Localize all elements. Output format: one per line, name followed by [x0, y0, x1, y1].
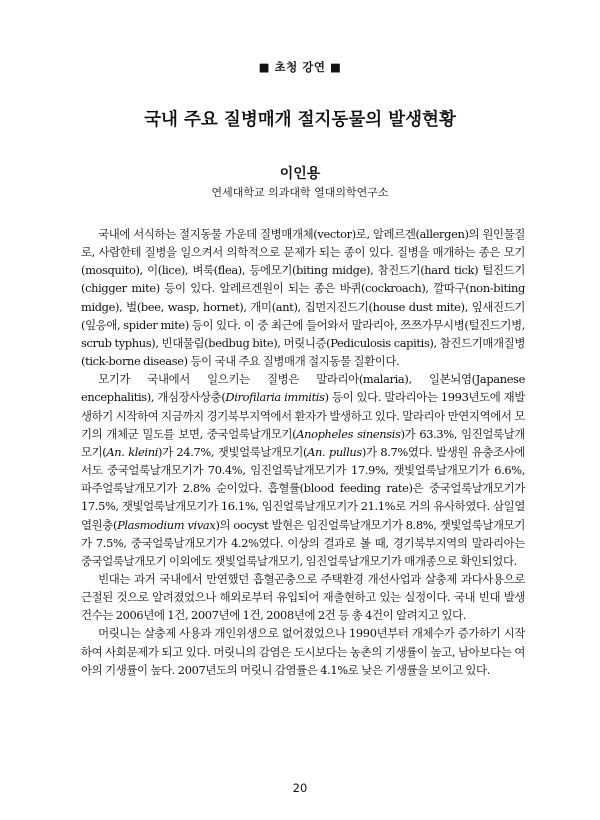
section-tag: ■ 초청 강연 ■	[258, 60, 342, 74]
body-paragraph: 빈대는 과거 국내에서 만연했던 흡혈곤충으로 주택환경 개선사업과 살충제 과다사용으로 근절된 것으로 알려졌었으나 해외로부터 유입되어 재출현하고 있는 실정이다. 국내 빈대 발생 건수는 2006년에 1건, 2007년에 1건, 2008년에 2건 등 총 4건이 알려지고 있다.	[81, 571, 525, 623]
body-paragraph: 머릿니는 살충제 사용과 개인위생으로 없어졌었으나 1990년부터 개체수가 증가하기 시작하여 사회문제가 되고 있다. 머릿니의 감염은 도시보다는 농촌의 기생률이 높고, 남아보다는 여아의 기생률이 높다. 2007년도의 머릿니 감염률은 4.1%로 낮은 기생률을 보이고 있다.	[81, 626, 525, 677]
body-paragraph: 모기가 국내에서 일으키는 질병은 말라리아(malaria), 일본뇌염(Japanese encephalitis), 개심장사상충(Dirofilaria immitis) 등이 있다. 말라리아는 1993년도에 재발생하기 시작하여 지금까지 경기북부지역에서 환자가 발생하고 있다. 말라리아 만연지역에서 모기의 개체군 밀도를 보면, 중국얼룩날개모기(Anopheles sinensis)가 63.3%, 임진얼룩날개모기(An. kleini)가 24.7%, 잿빛얼룩날개모기(An. pullus)가 8.7%였다. 발생원 유충조사에서도 중국얼룩날개모기가 70.4%, 임진얼룩날개모기가 17.9%, 잿빛얼룩날개모기가 6.6%, 파주얼룩날개모기가 2.8% 순이었다. 흡혈률(blood feeding rate)은 중국얼룩날개모기가 17.5%, 잿빛얼룩날개모기가 16.1%, 임진얼룩날개모기가 21.1%로 거의 유사하였다. 삼일열열원충(Plasmodium vivax)의 oocyst 발현은 임진얼룩날개모기가 8.8%, 잿빛얼룩날개모기가 7.5%, 중국얼룩날개모기가 4.2%였다. 이상의 결과로 볼 때, 경기북부지역의 말라리아는 중국얼룩날개모기 이외에도 잿빛얼룩날개모기, 임진얼룩날개모기가 매개종으로 확인되었다.	[81, 372, 526, 568]
author-name: 이인용	[279, 166, 321, 182]
author-affiliation: 연세대학교 의과대학 열대의학연구소	[211, 186, 389, 199]
page-number: 20	[292, 781, 308, 795]
article-body	[81, 225, 525, 745]
body-paragraph: 국내에 서식하는 절지동물 가운데 질병매개체(vector)로, 알레르겐(allergen)의 원인물질로, 사람한테 질병을 일으켜서 의학적으로 문제가 되는 종이 있다. 질병을 매개하는 종은 모기(mosquito), 이(lice), 벼룩(flea), 등에모기(biting midge), 참진드기(hard tick) 털진드기(chigger mite) 등이 있다. 알레르겐원이 되는 종은 바퀴(cockroach), 깔따구(non-biting midge), 벌(bee, wasp, hornet), 개미(ant), 집먼지진드기(house dust mite), 잎새진드기(잎응애, spider mite) 등이 있다. 이 중 최근에 들어와서 말라리아, 쯔쯔가무시병(털진드기병, scrub typhus), 빈대물림(bedbug bite), 머릿니증(Pediculosis capitis), 참진드기매개질병(tick-borne disease) 등이 국내 주요 질병매개 절지동물 질환이다.	[81, 227, 525, 369]
article-title: 국내 주요 질병매개 절지동물의 발생현황	[144, 110, 456, 130]
